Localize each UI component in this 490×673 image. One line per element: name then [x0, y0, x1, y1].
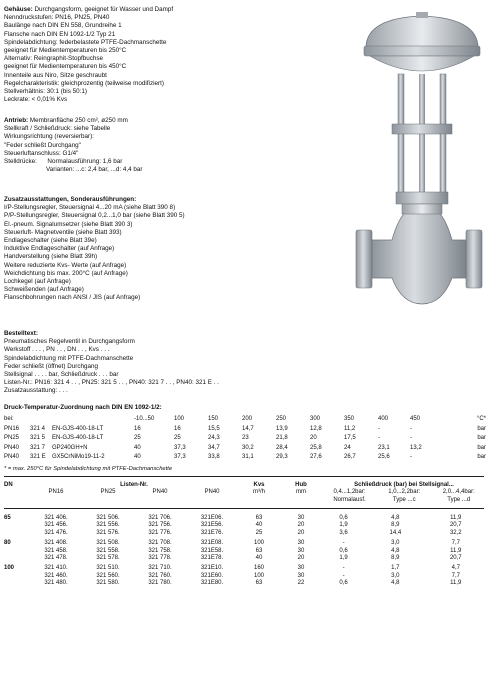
table-row	[4, 434, 486, 444]
table-cell: 63	[255, 580, 263, 587]
housing-line-9: Innenteile aus Niro, Sitze geschraubt	[4, 71, 107, 79]
divider	[4, 508, 484, 509]
table-cell: 3,6	[339, 529, 348, 536]
table-cell: 321 556.	[96, 522, 120, 529]
housing-line-2: Nenndruckstufen: PN16, PN25, PN40	[4, 14, 110, 22]
table-cell: 4,8	[391, 547, 400, 554]
dn-table-head-3	[4, 497, 486, 504]
table-row	[4, 453, 486, 463]
table-cell: 30	[297, 565, 305, 572]
table-cell: 24	[344, 444, 351, 451]
table-cell: 4,8	[391, 515, 400, 521]
table-cell: 321 508.	[96, 540, 120, 547]
table-cell: PN16	[48, 489, 64, 496]
table-cell: 14,7	[242, 425, 254, 432]
table-cell: 321E80.	[200, 580, 224, 587]
table-cell: PN40	[152, 489, 168, 496]
table-cell: 34,7	[208, 444, 220, 451]
housing-line-7: Alternativ: Reingraphit-Stopfbuchse	[4, 55, 104, 63]
options-line-13: Flanschbohrungen nach ANSI / JIS (auf Anfrage)	[4, 294, 141, 302]
table-cell: 321E76.	[200, 529, 224, 536]
table-cell: 21,8	[276, 435, 288, 442]
table-cell: -	[342, 540, 345, 547]
table-cell: 3,0	[391, 572, 400, 579]
housing-line-10: Regelcharakteristik: gleichprozentig (teilweise modifiziert)	[4, 79, 164, 87]
table-cell: 150	[208, 416, 219, 422]
table-cell: 7,7	[451, 572, 460, 579]
table-row	[4, 512, 486, 522]
table-cell: 14,4	[389, 529, 402, 536]
table-cell: 321 706.	[148, 515, 172, 521]
table-cell: 37,3	[174, 444, 186, 451]
order-line-6: Stellsignal . . . . bar, Schließdruck . . . bar	[4, 371, 119, 379]
table-row	[4, 537, 486, 547]
table-cell: DN	[4, 482, 13, 488]
options-line-6: Endlageschalter (siehe Blatt 39e)	[4, 237, 97, 245]
table-cell: 321 780.	[148, 580, 172, 587]
table-cell: °C*	[476, 416, 486, 422]
table-cell: 25	[134, 435, 141, 442]
table-cell: 40	[134, 444, 141, 451]
table-row	[4, 548, 486, 555]
table-cell: 4,7	[451, 565, 460, 572]
housing-line-11: Stellverhältnis: 30:1 (bis 50:1)	[4, 88, 87, 96]
dn-table-body	[4, 512, 486, 588]
table-cell: 63	[255, 515, 263, 521]
table-cell: 29,3	[276, 454, 288, 461]
table-cell: 3,0	[391, 540, 400, 547]
table-cell: 8,9	[391, 522, 400, 529]
table-cell: 11,9	[450, 515, 462, 521]
table-cell: 30,2	[242, 444, 254, 451]
pt-table-title	[4, 404, 162, 412]
table-cell: 160	[253, 565, 264, 572]
table-cell: 1,9	[339, 555, 348, 562]
table-cell: 12,8	[310, 425, 322, 432]
table-cell: 321 4	[30, 425, 46, 432]
dn-table	[4, 482, 486, 504]
table-cell: 1,9	[339, 522, 348, 529]
table-cell: 13,2	[410, 444, 422, 451]
table-cell: 321E60.	[200, 572, 224, 579]
table-cell: bar	[477, 454, 486, 461]
table-cell: -	[410, 425, 412, 432]
table-cell	[52, 415, 134, 425]
table-cell: Type ...c	[392, 496, 416, 503]
order-line-8: Zusatzausstattung: . . .	[4, 387, 68, 395]
table-cell: 16	[174, 425, 181, 432]
table-cell: 63	[255, 547, 263, 554]
table-cell: PN40	[4, 444, 20, 451]
options-line-4: El.-pneum. Signalumsetzer (siehe Blatt 390 3)	[4, 220, 133, 228]
table-cell: -10...50	[134, 416, 155, 422]
housing-section	[4, 6, 173, 104]
table-cell: 23	[242, 435, 249, 442]
table-cell: 321 456.	[44, 522, 68, 529]
pt-table	[4, 415, 486, 463]
table-cell: 20,7	[449, 555, 462, 562]
table-cell: 100	[253, 540, 264, 547]
table-cell: 28,4	[276, 444, 288, 451]
table-cell: 321 476.	[44, 529, 68, 536]
order-section	[4, 330, 219, 396]
table-cell: EN-GJS-400-18-LT	[52, 435, 104, 442]
table-cell: 321 758.	[148, 547, 172, 554]
housing-line-4: Flansche nach DIN EN 1092-1/2 Typ 21	[4, 30, 116, 38]
table-cell: 17,5	[344, 435, 356, 442]
dn-label: 100	[4, 565, 15, 572]
order-line-1: Bestelltext:	[4, 330, 38, 337]
table-cell: 4,8	[391, 580, 400, 587]
table-cell: 321 406.	[44, 515, 68, 521]
options-line-1: Zusatzausstattungen, Sonderausführungen:	[4, 196, 137, 203]
table-cell: 40	[255, 522, 263, 529]
table-cell: -	[410, 435, 412, 442]
table-cell: 321 760.	[148, 572, 172, 579]
options-line-2: I/P-Stellungsregler, Steuersignal 4...20 mA (siehe Blatt 390 8)	[4, 204, 176, 212]
table-cell: 11,2	[344, 425, 356, 432]
drive-line-6: Stelldrücke: Normalausführung: 1,6 bar	[4, 158, 123, 166]
table-cell: 25	[174, 435, 181, 442]
table-cell: 321 578.	[96, 555, 120, 562]
table-cell: 26,7	[344, 454, 356, 461]
table-cell: 20	[297, 529, 305, 536]
drive-line-7: Varianten: ...c: 2,4 bar, ...d: 4,4 bar	[4, 166, 143, 174]
table-cell: 37,3	[174, 454, 186, 461]
table-cell	[4, 489, 30, 496]
table-row	[4, 580, 486, 587]
table-cell: 321 458.	[44, 547, 68, 554]
table-cell: 30	[297, 572, 305, 579]
table-cell: PN40	[204, 489, 220, 496]
table-cell: PN16	[4, 425, 20, 432]
table-cell: PN25	[100, 489, 116, 496]
table-cell: 321 410.	[44, 565, 68, 572]
table-cell: 321 460.	[44, 572, 68, 579]
table-cell: bar	[477, 425, 486, 432]
table-cell: 25,8	[310, 444, 322, 451]
table-cell: GX5CrNiMo19-11-2	[52, 454, 105, 461]
table-cell: 250	[276, 416, 287, 422]
table-cell: 321 558.	[96, 547, 120, 554]
table-cell: 30	[297, 547, 305, 554]
table-cell: 321E08.	[200, 540, 224, 547]
table-cell: 321 5	[30, 435, 46, 442]
table-cell: bei:	[4, 416, 14, 422]
table-cell: 321 778.	[148, 555, 172, 562]
table-cell: 321 560.	[96, 572, 120, 579]
divider	[4, 476, 484, 477]
options-section	[4, 196, 185, 303]
options-line-12: Schweißenden (auf Anfrage)	[4, 286, 84, 294]
options-line-10: Weichdichtung bis max. 200°C (auf Anfrage)	[4, 269, 128, 277]
order-line-4: Spindelabdichtung mit PTFE-Dachmanschette	[4, 354, 134, 362]
table-cell: 11,9	[450, 547, 462, 554]
table-cell: 24,3	[208, 435, 220, 442]
table-cell: 0,6	[339, 515, 348, 521]
table-cell: 30	[297, 515, 305, 521]
table-cell: 321E78.	[200, 555, 224, 562]
table-cell: 321 408.	[44, 540, 68, 547]
table-row	[4, 573, 486, 580]
table-cell: -	[378, 425, 380, 432]
pt-table-footnote: * = max. 250°C für Spindelabdichtung mit PTFE-Dachmanschette	[4, 466, 173, 472]
dn-table-head-1	[4, 482, 486, 489]
table-cell: 1,0...2,2bar:	[388, 489, 421, 496]
table-cell: 7,7	[451, 540, 460, 547]
drive-line-4: "Feder schließt Durchgang"	[4, 141, 81, 149]
table-row	[4, 530, 486, 537]
table-row	[4, 522, 486, 529]
options-line-9: Weitere reduzierte Kvs- Werte (auf Anfrage)	[4, 261, 127, 269]
table-cell: 20	[297, 555, 305, 562]
table-cell: 40	[255, 555, 263, 562]
table-cell: 321 510.	[96, 565, 120, 572]
table-cell: 321 576.	[96, 529, 120, 536]
table-cell: 0,4...1,2bar:	[333, 489, 366, 496]
table-cell: m³/h	[253, 489, 265, 496]
table-cell: Kvs	[253, 482, 265, 488]
table-cell: 20	[310, 435, 317, 442]
housing-line-1: Gehäuse: Durchgangsform, geeignet für Wasser und Dampf	[4, 6, 174, 13]
table-cell: 321 756.	[148, 522, 172, 529]
table-cell: Normalausf.	[333, 496, 366, 503]
options-line-11: Lochkegel (auf Anfrage)	[4, 278, 71, 286]
table-cell: 321 708.	[148, 540, 172, 547]
table-cell: 450	[410, 416, 421, 422]
housing-line-3: Baulänge nach DIN EN 558, Grundreihe 1	[4, 22, 122, 30]
dn-table-head-2	[4, 489, 486, 496]
table-cell: 100	[174, 416, 185, 422]
table-cell: bar	[477, 435, 486, 442]
order-line-7: Listen-Nr.: PN16: 321 4 . . , PN25: 321 5 . . , PN40: 321 7 . . , PN40: 321 E . .	[4, 379, 219, 387]
table-cell: 321 7	[30, 444, 46, 451]
table-cell: 400	[378, 416, 389, 422]
table-cell: 23,1	[378, 444, 390, 451]
table-cell: 321 776.	[148, 529, 172, 536]
control-valve-illustration	[352, 8, 486, 308]
table-cell: 321 E	[30, 454, 46, 461]
housing-line-12: Leckrate: < 0,01% Kvs	[4, 96, 68, 104]
table-cell: 321E10.	[200, 565, 224, 572]
table-cell: PN25	[4, 435, 20, 442]
drive-line-2: Stellkraft / Schließdruck: siehe Tabelle	[4, 125, 111, 133]
table-cell: 321 506.	[96, 515, 120, 521]
table-cell: 27,6	[310, 454, 322, 461]
table-cell: -	[342, 565, 345, 572]
drive-line-5: Steuerluftanschluss: G1/4"	[4, 149, 79, 157]
order-line-3: Werkstoff . . . , PN . . , DN . . , Kvs . . .	[4, 346, 110, 354]
table-cell: 0,6	[339, 580, 348, 587]
table-row	[4, 562, 486, 572]
drive-line-3: Wirkungsrichtung (reversierbar):	[4, 133, 94, 141]
pt-table-header	[4, 415, 486, 425]
table-cell: 100	[253, 572, 264, 579]
table-cell: 13,9	[276, 425, 288, 432]
table-cell: 25	[255, 529, 263, 536]
table-cell: 321 480.	[44, 580, 68, 587]
table-row	[4, 555, 486, 562]
table-cell: 321E06.	[200, 515, 224, 521]
table-cell: EN-GJS-400-18-LT	[52, 425, 104, 432]
table-cell: -	[342, 572, 345, 579]
table-cell: -	[378, 435, 380, 442]
table-cell: 33,8	[208, 454, 220, 461]
table-cell: 0,6	[339, 547, 348, 554]
table-cell: 22	[297, 580, 305, 587]
table-cell: Type ...d	[447, 496, 471, 503]
dn-label: 80	[4, 540, 11, 547]
table-cell: 15,5	[208, 425, 220, 432]
table-cell: 321 478.	[44, 555, 68, 562]
housing-line-6: geeignet für Medientemperaturen bis 250°C	[4, 47, 127, 55]
table-cell: 321E58.	[200, 547, 224, 554]
options-line-8: Handverstellung (siehe Blatt 39h)	[4, 253, 98, 261]
table-row	[4, 444, 486, 454]
table-cell: 40	[134, 454, 141, 461]
housing-line-5: Spindelabdichtung: federbelastete PTFE-Dachmanschette	[4, 38, 167, 46]
table-cell: 321E56.	[200, 522, 224, 529]
pt-table-title-text: Druck-Temperatur-Zuordnung nach DIN EN 1092-1/2:	[4, 404, 162, 411]
table-cell: 20	[297, 522, 305, 529]
table-cell: 350	[344, 416, 355, 422]
table-cell: mm	[296, 489, 306, 496]
table-cell: Hub	[295, 482, 307, 488]
table-cell: 1,7	[391, 565, 400, 572]
table-row	[4, 425, 486, 435]
order-line-5: Feder schließt (öffnet) Durchgang	[4, 362, 99, 370]
table-cell: 25,6	[378, 454, 390, 461]
table-cell: Listen-Nr.	[120, 482, 148, 488]
table-cell: bar	[477, 444, 486, 451]
options-line-5: Steuerluft- Magnetventile (siehe Blatt 393)	[4, 228, 122, 236]
options-line-3: P/P-Stellungsregler, Steuersignal 0,2...1,0 bar (siehe Blatt 390 5)	[4, 212, 185, 220]
table-cell: 20,7	[449, 522, 462, 529]
housing-line-8: geeignet für Medientemperaturen bis 450°C	[4, 63, 127, 71]
table-cell: 2,0...4,4bar:	[442, 489, 475, 496]
drive-section	[4, 117, 142, 174]
table-cell: 31,1	[242, 454, 254, 461]
table-cell: 30	[297, 540, 305, 547]
table-cell	[30, 415, 52, 425]
drive-line-1: Antrieb: Membranfläche 250 cm², ø250 mm	[4, 117, 128, 124]
table-cell: PN40	[4, 454, 20, 461]
table-cell: -	[410, 454, 412, 461]
table-cell: 200	[242, 416, 253, 422]
table-cell: 321 580.	[96, 580, 120, 587]
options-line-7: Induktive Endlageschalter (auf Anfrage)	[4, 245, 115, 253]
table-cell: 8,9	[391, 555, 400, 562]
table-cell: Schließdruck (bar) bei Stellsignal...	[354, 482, 454, 488]
table-cell: 11,9	[450, 580, 462, 587]
dn-label: 65	[4, 515, 11, 521]
table-cell: 16	[134, 425, 141, 432]
table-cell: 32,2	[449, 529, 462, 536]
table-cell: 300	[310, 416, 321, 422]
table-cell: GP240GH+N	[52, 444, 88, 451]
order-line-2: Pneumatisches Regelventil in Durchgangsform	[4, 338, 135, 346]
table-cell: 321 710.	[148, 565, 172, 572]
